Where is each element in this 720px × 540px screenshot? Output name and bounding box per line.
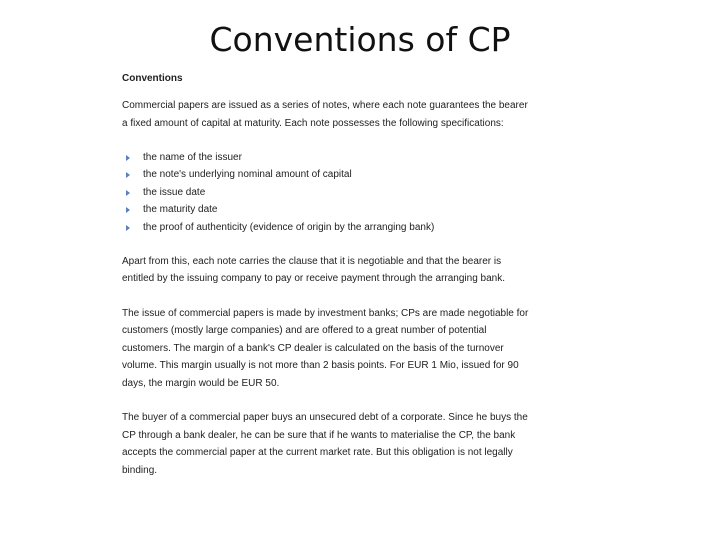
list-item-text: the proof of authenticity (evidence of origin by the arranging bank) <box>143 221 435 233</box>
text-line: customers. The margin of a bank's CP dealer is calculated on the basis of the turnover <box>122 342 504 354</box>
list-item <box>122 166 542 183</box>
list-item-text: the name of the issuer <box>143 152 242 163</box>
list-item <box>122 149 542 166</box>
paragraph-1 <box>122 97 542 132</box>
bullet-arrow-icon <box>126 207 130 213</box>
list-item <box>122 201 542 218</box>
specification-list <box>122 149 542 236</box>
bullet-arrow-icon <box>126 225 130 231</box>
text-line: Apart from this, each note carries the clause that it is negotiable and that the bearer is <box>122 255 502 267</box>
paragraph-2 <box>122 253 542 288</box>
list-item-text: the note's underlying nominal amount of capital <box>143 169 352 181</box>
text-line: binding. <box>122 464 158 476</box>
bullet-arrow-icon <box>126 190 130 196</box>
text-line: customers (mostly large companies) and are offered to a great number of potential <box>122 325 487 337</box>
list-item <box>122 219 542 236</box>
bullet-arrow-icon <box>126 172 130 178</box>
list-item-text: the maturity date <box>143 204 218 216</box>
paragraph-4 <box>122 409 542 479</box>
text-line: a fixed amount of capital at maturity. Each note possesses the following specifications: <box>122 117 504 129</box>
text-line: entitled by the issuing company to pay or receive payment through the arranging bank. <box>122 273 506 285</box>
text-line: accepts the commercial paper at the current market rate. But this obligation is not legally <box>122 447 513 459</box>
paragraph-3 <box>122 305 542 393</box>
slide-title: Conventions of CP <box>209 20 511 59</box>
text-line: days, the margin would be EUR 50. <box>122 377 280 389</box>
document-content <box>122 70 542 479</box>
text-line: CP through a bank dealer, he can be sure that if he wants to materialise the CP, the bank <box>122 429 516 441</box>
text-line: Commercial papers are issued as a series of notes, where each note guarantees the bearer <box>122 100 528 111</box>
section-heading: Conventions <box>122 73 183 84</box>
list-item-text: the issue date <box>143 186 206 198</box>
text-line: The buyer of a commercial paper buys an unsecured debt of a corporate. Since he buys the <box>122 412 528 424</box>
list-item <box>122 184 542 201</box>
text-line: volume. This margin usually is not more than 2 basis points. For EUR 1 Mio, issued for 90 <box>122 360 519 372</box>
text-line: The issue of commercial papers is made by investment banks; CPs are made negotiable for <box>122 307 529 319</box>
bullet-arrow-icon <box>126 155 130 161</box>
